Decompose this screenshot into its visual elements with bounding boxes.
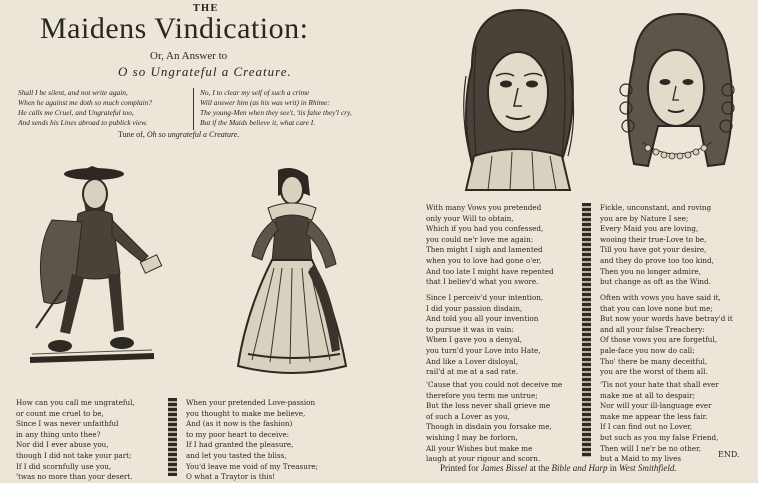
intro-verse-right: No, I to clear my self of such a crime Will answer him (as his was writ) in Rhime: The young-Men when they see't, 'tis false they'l cry, But if the Maids believe it, what care I.	[200, 88, 352, 127]
stanza-right-1a: With many Vows you pretended only your Will to obtain, Which if you had you confessed, you could ne'r love me again: Then might I sigh and lamented when you to love had gone o'er, And too late I might have repented that I believ'd what you swore.	[426, 203, 554, 287]
ornament-column-left	[168, 398, 177, 476]
tune-line: Tune of, Oh so ungrateful a Creature.	[118, 130, 240, 139]
ballad-title: Maidens Vindication:	[40, 12, 309, 45]
end-mark: END.	[718, 450, 740, 459]
answered-ballad-name: O so Ungrateful a Creature.	[118, 64, 292, 79]
stanza-bottom-left: How can you call me ungrateful, or count me cruel to be, Since I was never unfaithful in any thing unto thee? Nor did I ever abuse you, though I did not take your part; If I did scornfully use you, 'twas no more than your desert.	[16, 398, 135, 482]
ornament-column-right	[582, 203, 591, 457]
stanza-right-2b: Often with vows you have said it, that you can love none but me; But now your words have betray'd it and all your false Treachery: Of those vows you are forgetful, pale-face you now do call; Tho' there be many deceitful, you are the worst of them all.	[600, 293, 733, 377]
stanza-right-2a: Fickle, unconstant, and roving you are by Nature I see; Every Maid you are loving, wooing their true-Love to be, Till you have got your desire, and they do prove too too kind, Then you no longer admire, but change as oft as the Wind.	[600, 203, 714, 287]
intro-verse-left: Shall I be silent, and not write again, When he against me doth so much complain? He calls me Cruel, and Ungrateful too, And sends his Lines abroad to publick view.	[18, 88, 153, 127]
woodcut-man	[22, 150, 172, 382]
stanza-right-1c: 'Cause that you could not deceive me therefore you term me untrue; But the loss never shall grieve me of such a Lover as you, Though in disdain you forsake me, wishing I may be forlorn, All your Wishes but make me laugh at your rigour and scorn.	[426, 380, 563, 464]
subtitle: Or, An Answer to	[150, 50, 228, 62]
title-prefix: THE	[193, 4, 219, 14]
woodcut-portrait-woman	[612, 10, 742, 174]
printer-imprint: Printed for James Bissel at the Bible and Harp in West Smithfield.	[440, 463, 677, 473]
woodcut-portrait-man	[452, 6, 584, 192]
woodcut-maiden	[218, 164, 358, 384]
intro-divider	[193, 88, 194, 130]
stanza-right-2c: 'Tis not your hate that shall ever make me at all to despair; Nor will your ill-language ever make me appear the less fair. If I can find out no Lover, but such as you my false Friend, Then will I ne'r be no other, but a Maid to my lives	[600, 380, 719, 464]
stanza-bottom-middle: When your pretended Love-passion you thought to make me believe, And (as it now is the fashion) to my poor heart to deceive: If I had granted the pleasure, and let you tasted the bliss, You'd leave me void of my Treasure; O what a Traytor is this!	[186, 398, 318, 482]
stanza-right-1b: Since I perceiv'd your intention, I did your passion disdain, And told you all your invention to pursue it was in vain: When I gave you a denyal, you turn'd your Love into Hate, And like a Lover disloyal, rail'd at me at a sad rate.	[426, 293, 544, 377]
